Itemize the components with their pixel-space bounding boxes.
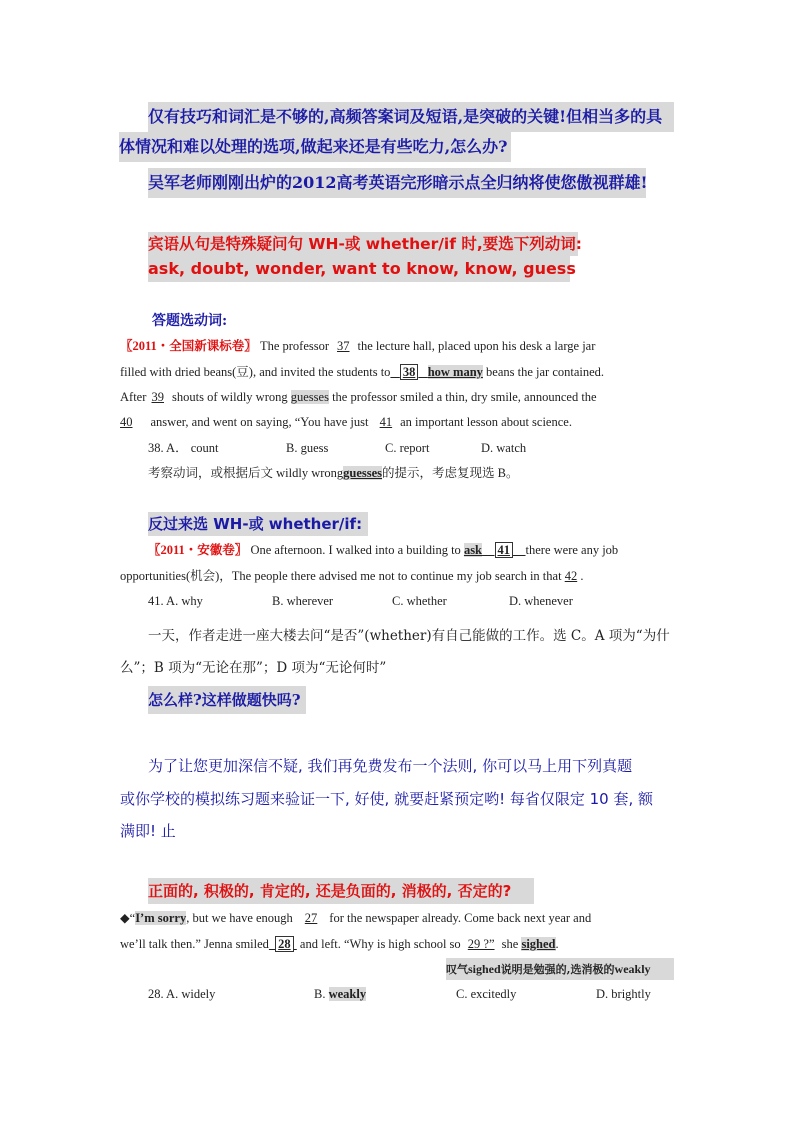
rule-line-1: 宾语从句是特殊疑问句 WH-或 whether/if 时,要选下列动词: <box>148 232 578 256</box>
section1-line-2: filled with dried beans(豆), and invited the students to 38 how many beans the jar contained. <box>120 365 605 379</box>
section3-note: 叹气sighed说明是勉强的,选消极的weakly <box>446 958 674 980</box>
hint-how-many: how many <box>427 365 483 379</box>
blank-37: 37 <box>337 339 350 353</box>
section2-heading: 反过来选 WH-或 whether/if: <box>148 512 368 536</box>
section2-option-c: C. whether <box>392 594 447 608</box>
hint-sighed: sighed <box>521 937 556 951</box>
section2-line-1: 〖2011・安徽卷〗 One afternoon. I walked into a building to ask 41 there were any job <box>148 543 619 557</box>
hint-guesses: guesses <box>290 390 329 404</box>
section3-heading: 正面的, 积极的, 肯定的, 还是负面的, 消极的, 否定的? <box>148 878 534 904</box>
promo-line-1: 为了让您更加深信不疑, 我们再免费发布一个法则, 你可以马上用下列真题 <box>148 757 633 775</box>
blank-38: 38 <box>400 364 419 380</box>
section3-option-b: B. weakly <box>314 987 367 1001</box>
section2-explanation-1: 一天，作者走进一座大楼去问“是否”(whether)有自己能做的工作。选 C。A 项为“为什 <box>148 628 670 644</box>
blank-41: 41 <box>379 415 393 429</box>
blank-42: 42 <box>564 569 578 583</box>
section1-line-3: After 39 shouts of wildly wrong guesses the professor smiled a thin, dry smile, announced the <box>120 390 597 404</box>
blank-40: 40 <box>120 415 133 429</box>
promo-line-3: 满即! 止 <box>120 822 176 840</box>
section1-option-b: B. guess <box>286 441 329 455</box>
section1-option-c: C. report <box>385 441 430 455</box>
section3-option-a: 28. A. widely <box>148 987 216 1001</box>
hint-weakly: weakly <box>328 987 367 1001</box>
hint-ask: ask <box>463 543 483 557</box>
intro-line-1: 仅有技巧和词汇是不够的,高频答案词及短语,是突破的关键!但相当多的具 <box>148 102 674 132</box>
section1-line-1: 〖2011・全国新课标卷〗 The professor 37 the lecture hall, placed upon his desk a large jar <box>120 339 596 353</box>
section1-option-d: D. watch <box>481 441 527 455</box>
blank-28: 28 <box>275 936 294 952</box>
bullet-icon: ◆ <box>120 911 130 925</box>
section3-option-d: D. brightly <box>596 987 651 1001</box>
promo-line-2: 或你学校的模拟练习题来验证一下, 好使, 就要赶紧预定哟! 每省仅限定 10 套, 额 <box>120 790 654 808</box>
intro-line-2: 体情况和难以处理的选项,做起来还是有些吃力,怎么办? <box>119 132 511 162</box>
section1-heading: 答题选动词: <box>152 313 228 329</box>
section3-line-2: we’ll talk then.” Jenna smiled 28 and left. “Why is high school so 29 ?” she sighed. <box>120 937 559 951</box>
blank-39: 39 <box>151 390 164 404</box>
section2-option-b: B. wherever <box>272 594 334 608</box>
section2-option-d: D. whenever <box>509 594 573 608</box>
section3-line-1: ◆“I’m sorry, but we have enough 27 for the newspaper already. Come back next year and <box>120 911 592 925</box>
section1-line-4: 40 answer, and went on saying, “You have just 41 an important lesson about science. <box>120 415 572 429</box>
section3-option-c: C. excitedly <box>456 987 517 1001</box>
section2-question: 怎么样?这样做题快吗? <box>148 686 306 714</box>
blank-27: 27 <box>304 911 318 925</box>
section2-line-2: opportunities(机会)，The people there advised me not to continue my job search in that 42 . <box>120 569 584 583</box>
section1-option-a: 38. A． count <box>148 441 219 455</box>
section1-explanation: 考察动词，或根据后文 wildly wrongguesses的提示，考虑复现选 B。 <box>148 466 519 480</box>
rule-line-2: ask, doubt, wonder, want to know, know, guess <box>148 256 570 282</box>
blank-41b: 41 <box>495 542 514 558</box>
section2-explanation-2: 么”；B 项为“无论在那”；D 项为“无论何时” <box>120 660 387 676</box>
intro-line-3: 吴军老师刚刚出炉的2012高考英语完形暗示点全归纳将使您傲视群雄! <box>148 168 646 198</box>
section2-source: 〖2011・安徽卷〗 <box>148 543 248 557</box>
section2-option-a: 41. A. why <box>148 594 203 608</box>
hint-im-sorry: I’m sorry <box>135 911 187 925</box>
blank-29: 29 ?” <box>467 937 495 951</box>
section1-source: 〖2011・全国新课标卷〗 <box>120 339 257 353</box>
